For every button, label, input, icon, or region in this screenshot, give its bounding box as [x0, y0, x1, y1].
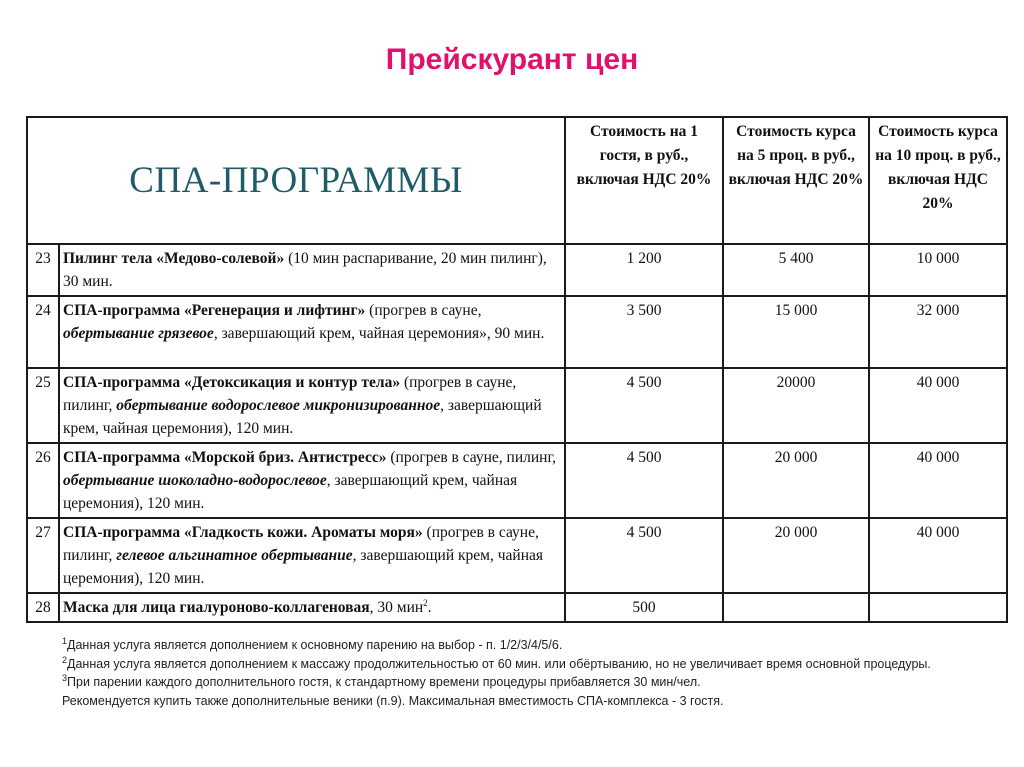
- price-10-procedures: [869, 593, 1007, 622]
- wrap-type: гелевое альгинатное обертывание: [116, 547, 353, 564]
- service-name: СПА-программа «Морской бриз. Антистресс»: [63, 449, 387, 466]
- service-name: СПА-программа «Регенерация и лифтинг»: [63, 302, 366, 319]
- price-5-procedures: 20 000: [723, 443, 869, 518]
- footnote-mark: 2: [62, 654, 68, 665]
- footnote-text: Данная услуга является дополнением к основному парению на выбор - п. 1/2/3/4/5/6.: [67, 638, 563, 652]
- price-5-procedures: [723, 593, 869, 622]
- price-10-procedures: 32 000: [869, 296, 1007, 368]
- price-10-procedures: 40 000: [869, 368, 1007, 443]
- footnote-text: При парении каждого дополнительного гостя, к стандартному времени процедуры прибавляется 30 мин/чел.: [67, 675, 701, 689]
- price-10-procedures: 10 000: [869, 244, 1007, 296]
- column-header-price-1-guest: Стоимость на 1 гостя, в руб., включая НДС 20%: [565, 117, 723, 244]
- service-details-tail: , завершающий крем, чайная церемония), 120 мин.: [63, 472, 518, 512]
- wrap-type: обертывание водорослевое микронизированное: [116, 397, 441, 414]
- table-header-row: [27, 117, 1007, 244]
- page-title: Прейскурант цен: [385, 43, 639, 76]
- service-details: (прогрев в сауне, пилинг,: [386, 449, 556, 466]
- service-name: СПА-программа «Гладкость кожи. Ароматы моря»: [63, 524, 423, 541]
- footnote-4: [62, 692, 1002, 711]
- footnote-3: [62, 673, 1002, 692]
- table-row: [27, 368, 1007, 443]
- service-name: СПА-программа «Детоксикация и контур тела»: [63, 374, 401, 391]
- footnote-mark: 3: [62, 672, 68, 683]
- section-title: СПА-ПРОГРАММЫ: [27, 117, 565, 244]
- price-5-procedures: 15 000: [723, 296, 869, 368]
- wrap-type: обертывание шоколадно-водорослевое: [63, 472, 327, 489]
- service-details: (прогрев в сауне, пилинг,: [63, 374, 517, 414]
- wrap-type: обертывание грязевое: [63, 325, 214, 342]
- footnote-text: Рекомендуется купить также дополнительные веники (п.9). Максимальная вместимость СПА-комплекса - 3 гостя.: [62, 693, 724, 708]
- price-1-guest: 500: [565, 593, 723, 622]
- service-name: Маска для лица гиалуроново-коллагеновая: [63, 599, 370, 616]
- price-1-guest: 1 200: [565, 244, 723, 296]
- price-1-guest: 4 500: [565, 443, 723, 518]
- price-10-procedures: 40 000: [869, 518, 1007, 593]
- service-details-tail: , завершающий крем, чайная церемония), 120 мин.: [63, 397, 542, 437]
- service-description: [59, 593, 565, 622]
- price-1-guest: 3 500: [565, 296, 723, 368]
- service-details-tail: .: [427, 599, 432, 616]
- table-row: [27, 443, 1007, 518]
- price-5-procedures: 20000: [723, 368, 869, 443]
- price-5-procedures: 5 400: [723, 244, 869, 296]
- service-name: Пилинг тела «Медово-солевой»: [63, 250, 285, 267]
- service-details: (прогрев в сауне,: [365, 302, 482, 319]
- table-row: [27, 244, 1007, 296]
- service-description: [59, 518, 565, 593]
- row-number: 24: [27, 296, 59, 368]
- footnotes: [62, 636, 1002, 710]
- price-5-procedures: 20 000: [723, 518, 869, 593]
- price-1-guest: 4 500: [565, 518, 723, 593]
- service-details: (10 мин распаривание, 20 мин пилинг), 30 мин.: [63, 250, 547, 290]
- column-header-price-10-procedures: Стоимость курса на 10 проц. в руб., включая НДС 20%: [869, 117, 1007, 244]
- table-row: [27, 296, 1007, 368]
- service-description: [59, 368, 565, 443]
- footnote-1: [62, 636, 1002, 655]
- footnote-mark: 1: [62, 635, 68, 646]
- column-header-price-5-procedures: Стоимость курса на 5 проц. в руб., включая НДС 20%: [723, 117, 869, 244]
- price-table: [26, 116, 1008, 623]
- row-number: 26: [27, 443, 59, 518]
- service-description: [59, 296, 565, 368]
- footnote-mark: 2: [423, 597, 428, 608]
- row-number: 28: [27, 593, 59, 622]
- price-1-guest: 4 500: [565, 368, 723, 443]
- service-details-tail: , завершающий крем, чайная церемония), 120 мин.: [63, 547, 544, 587]
- service-description: [59, 443, 565, 518]
- footnote-text: Данная услуга является дополнением к массажу продолжительностью от 60 мин. или обёртыванию, но не увеличивает время основной процедуры.: [67, 656, 931, 671]
- service-details: (прогрев в сауне, пилинг,: [63, 524, 539, 564]
- service-details: , 30 мин: [369, 599, 424, 616]
- footnote-2: [62, 655, 1002, 674]
- table-row: [27, 518, 1007, 593]
- row-number: 27: [27, 518, 59, 593]
- row-number: 23: [27, 244, 59, 296]
- row-number: 25: [27, 368, 59, 443]
- service-description: [59, 244, 565, 296]
- service-details-tail: , завершающий крем, чайная церемония», 90 мин.: [213, 325, 545, 342]
- price-10-procedures: 40 000: [869, 443, 1007, 518]
- table-row: [27, 593, 1007, 622]
